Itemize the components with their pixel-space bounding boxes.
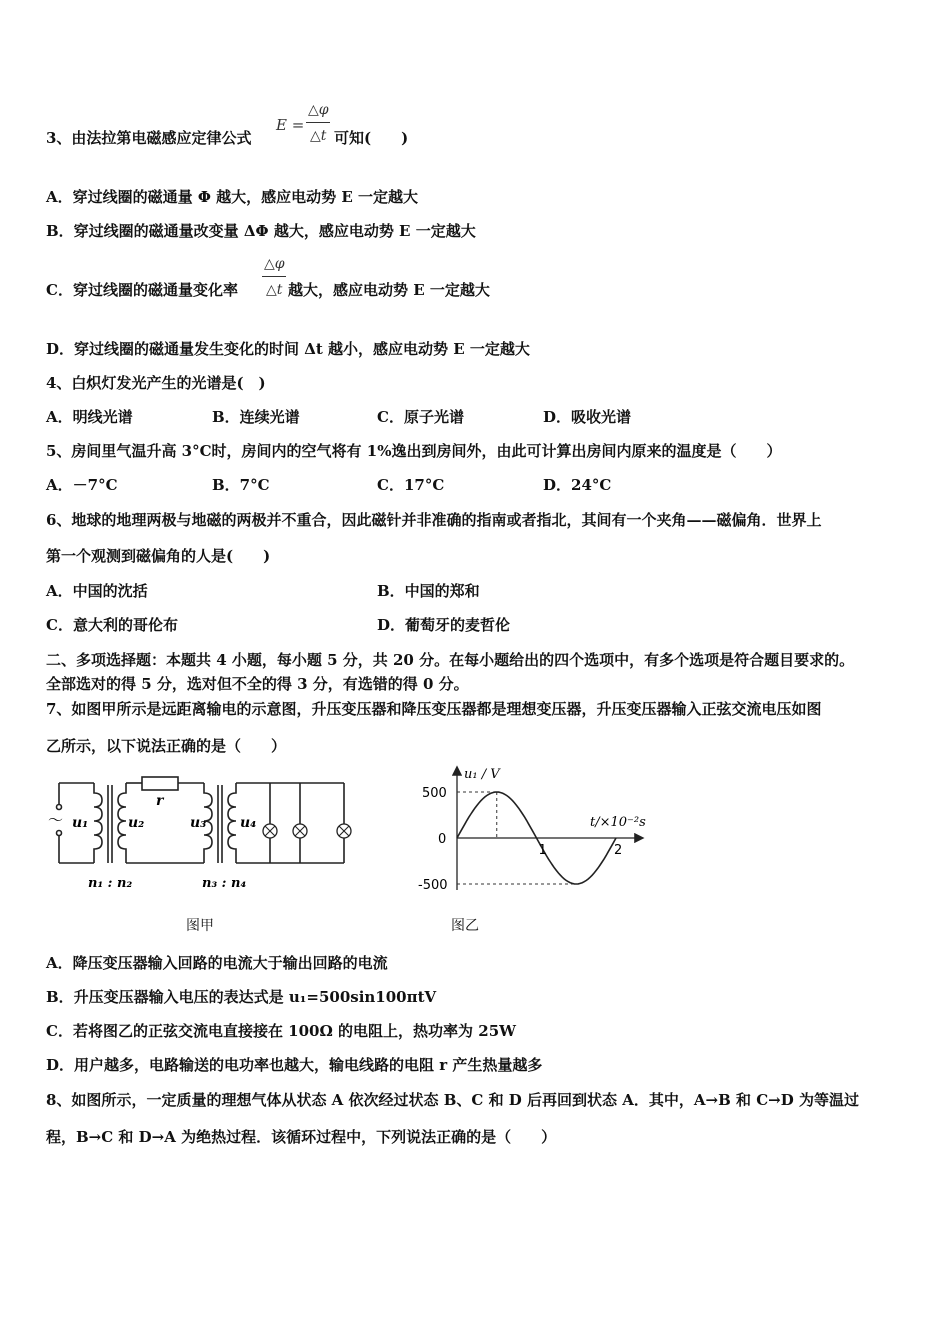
- q3-option-c-pre: C．穿过线圈的磁通量变化率: [46, 281, 238, 299]
- q7-stem-line2: 乙所示，以下说法正确的是（ ）: [46, 737, 287, 755]
- q6-stem-line2: 第一个观测到磁偏角的人是( ): [46, 547, 271, 565]
- q7-stem-line1: 7、如图甲所示是远距离输电的示意图，升压变压器和降压变压器都是理想变压器，升压变压器输入正弦交流电压如图: [46, 700, 822, 718]
- label-u1: u₁: [72, 815, 89, 831]
- q3-formula-numerator: △φ: [308, 102, 329, 118]
- q4-option-b: B．连续光谱: [212, 408, 300, 426]
- q4-stem: 4、白炽灯发光产生的光谱是( ): [46, 374, 266, 392]
- y-tick-neg500: -500: [418, 878, 448, 893]
- q3-option-d: D．穿过线圈的磁通量发生变化的时间 Δt 越小，感应电动势 E 一定越大: [46, 340, 530, 358]
- q7-option-a: A．降压变压器输入回路的电流大于输出回路的电流: [46, 954, 388, 972]
- q3-c-fraction-bar: [262, 276, 286, 277]
- y-tick-0: 0: [438, 832, 447, 847]
- q5-option-d: D．24°C: [543, 476, 612, 494]
- q6-stem-line1: 6、地球的地理两极与地磁的两极并不重合，因此磁针并非准确的指南或者指北，其间有一个夹角——磁偏角．世界上: [46, 511, 822, 529]
- q3-stem-post: 可知( ): [334, 129, 409, 147]
- q5-option-a: A．－7°C: [46, 476, 118, 494]
- y-axis-label: u₁ / V: [464, 767, 500, 782]
- q3-stem-pre: 3、由法拉第电磁感应定律公式: [46, 129, 252, 147]
- q3-formula-lhs: E =: [276, 116, 305, 134]
- q8-stem-line1: 8、如图所示，一定质量的理想气体从状态 A 依次经过状态 B、C 和 D 后再回到状态 A．其中，A→B 和 C→D 为等温过: [46, 1091, 859, 1109]
- q6-option-d: D．葡萄牙的麦哲伦: [377, 616, 511, 634]
- q3-option-a: A．穿过线圈的磁通量 Φ 越大，感应电动势 E 一定越大: [46, 188, 419, 206]
- q7-figure-waveform: [410, 760, 660, 900]
- x-axis-label: t/×10⁻²s: [590, 815, 646, 830]
- ac-source-symbol: ～: [48, 811, 64, 829]
- q7-option-c: C．若将图乙的正弦交流电直接接在 100Ω 的电阻上，热功率为 25W: [46, 1022, 516, 1040]
- q3-formula-denominator: △t: [310, 128, 327, 144]
- section2-line1: 二、多项选择题：本题共 4 小题，每小题 5 分，共 20 分。在每小题给出的四个选项中，有多个选项是符合题目要求的。: [46, 651, 855, 669]
- q3-option-c-post: 越大，感应电动势 E 一定越大: [288, 281, 490, 299]
- label-u2: u₂: [128, 815, 145, 831]
- q5-option-b: B．7°C: [212, 476, 270, 494]
- y-tick-500: 500: [422, 786, 447, 801]
- q4-option-c: C．原子光谱: [377, 408, 464, 426]
- q5-stem: 5、房间里气温升高 3°C时，房间内的空气将有 1%逸出到房间外，由此可计算出房间内原来的温度是（ ）: [46, 442, 782, 460]
- label-u3: u₃: [190, 815, 207, 831]
- q7-option-b: B．升压变压器输入电压的表达式是 u₁=500sin100πtV: [46, 988, 437, 1006]
- ratio-n1-n2: n₁ : n₂: [88, 876, 133, 891]
- q5-option-c: C．17°C: [377, 476, 445, 494]
- x-tick-1: 1: [538, 843, 547, 858]
- label-r: r: [156, 793, 164, 809]
- q3-c-denominator: △t: [266, 282, 283, 298]
- label-u4: u₄: [240, 815, 257, 831]
- q6-option-a: A．中国的沈括: [46, 582, 148, 600]
- q3-c-numerator: △φ: [264, 256, 285, 272]
- figure-jia-caption: 图甲: [186, 918, 214, 934]
- q3-option-b: B．穿过线圈的磁通量改变量 ΔΦ 越大，感应电动势 E 一定越大: [46, 222, 476, 240]
- q7-option-d: D．用户越多，电路输送的电功率也越大，输电线路的电阻 r 产生热量越多: [46, 1056, 543, 1074]
- q3-stem: [46, 128, 251, 148]
- q8-stem-line2: 程，B→C 和 D→A 为绝热过程．该循环过程中，下列说法正确的是（ ）: [46, 1128, 557, 1146]
- q3-fraction-bar: [306, 122, 330, 123]
- q4-option-a: A．明线光谱: [46, 408, 133, 426]
- q7-figure-circuit: [44, 775, 364, 900]
- q6-option-c: C．意大利的哥伦布: [46, 616, 178, 634]
- q4-option-d: D．吸收光谱: [543, 408, 632, 426]
- ratio-n3-n4: n₃ : n₄: [202, 876, 247, 891]
- figure-yi-caption: 图乙: [451, 918, 479, 934]
- section2-line2: 全部选对的得 5 分，选对但不全的得 3 分，有选错的得 0 分。: [46, 675, 469, 693]
- q6-option-b: B．中国的郑和: [377, 582, 480, 600]
- x-tick-2: 2: [614, 843, 623, 858]
